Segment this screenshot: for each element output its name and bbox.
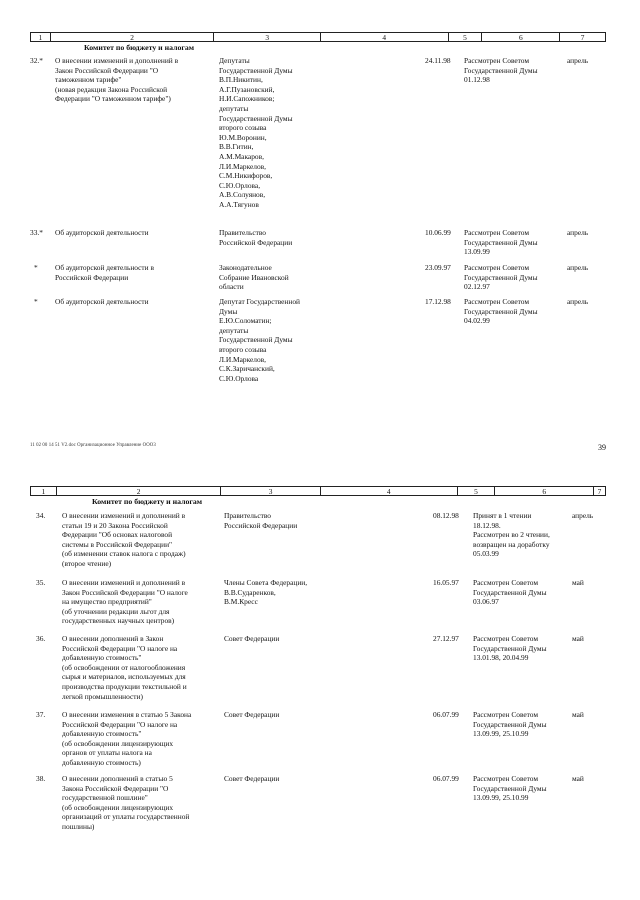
bill-author: Совет Федерации	[224, 634, 280, 643]
col-1-number: 1	[31, 33, 51, 41]
consideration-status: Рассмотрен Советом Государственной Думы 04.02.99	[464, 297, 538, 326]
bill-author: Члены Совета Федерации, В.В.Сударенков, В.М.Кресс	[224, 578, 308, 607]
col-3-number: 3	[214, 33, 321, 41]
row-number: *	[34, 297, 38, 306]
col-5-number: 5	[449, 33, 483, 41]
bill-title: Об аудиторской деятельности	[55, 228, 149, 237]
col-7-number: 7	[580, 33, 585, 42]
committee-heading: Комитет по бюджету и налогам	[92, 497, 203, 506]
consideration-status: Рассмотрен Советом Государственной Думы 03.06.97	[473, 578, 547, 607]
document-footer-note: 11 02 00 14 51 V2.doc Организационное Управление ООО3	[30, 443, 156, 448]
col-3-number: 3	[221, 487, 321, 495]
col-7-number: 7	[597, 487, 602, 496]
submission-date: 24.11.98	[425, 56, 451, 65]
col-6-number: 6	[482, 33, 560, 41]
planned-month: апрель	[572, 511, 594, 520]
planned-month: май	[572, 710, 584, 719]
bill-author: Законодательное Собрание Ивановской области	[219, 263, 289, 292]
planned-month: май	[572, 578, 584, 587]
planned-month: апрель	[567, 297, 589, 306]
submission-date: 16.05.97	[433, 578, 459, 587]
planned-month: апрель	[567, 56, 589, 65]
row-number: 36.	[36, 634, 46, 643]
planned-month: май	[572, 774, 584, 783]
bill-author: Депутат Государственной Думы Е.Ю.Соломатин; депутаты Государственной Думы второго созыва Л.И.Маркелов, С.К.Заричанский, С.Ю.Орлова	[219, 297, 300, 383]
submission-date: 17.12.98	[425, 297, 451, 306]
column-number-header	[30, 486, 606, 496]
row-number: 34.	[36, 511, 46, 520]
bill-title: Об аудиторской деятельности	[55, 297, 149, 306]
bill-author: Правительство Российской Федерации	[219, 228, 293, 247]
bill-title: О внесении изменения в статью 5 Закона Российской Федерации "О налоге на добавленную стоимость" (об освобождении лицензирующих органов от уплаты налога на добавленную стоимость)	[62, 710, 192, 767]
bill-title: Об аудиторской деятельности в Российской Федерации	[55, 263, 154, 282]
planned-month: апрель	[567, 263, 589, 272]
row-number: 37.	[36, 710, 46, 719]
row-number: 35.	[36, 578, 46, 587]
submission-date: 06.07.99	[433, 774, 459, 783]
row-number: 32.*	[30, 56, 43, 65]
consideration-status: Рассмотрен Советом Государственной Думы 13.09.99	[464, 228, 538, 257]
col-2-number: 2	[51, 33, 214, 41]
row-number: *	[34, 263, 38, 272]
bill-title: О внесении изменений и дополнений в Закон Российской Федерации "О таможенном тарифе" (новая редакция Закона Российской Федерации "О таможенном тарифе")	[55, 56, 179, 104]
planned-month: апрель	[567, 228, 589, 237]
submission-date: 27.12.97	[433, 634, 459, 643]
committee-heading: Комитет по бюджету и налогам	[84, 43, 195, 52]
bill-title: О внесении изменений и дополнений в статьи 19 и 20 Закона Российской Федерации "Об основах налоговой системы в Российской Федерации" (об изменении ставок налога с продаж) (второе чтение)	[62, 511, 186, 568]
col-1-number: 1	[31, 487, 57, 495]
col-4-number: 4	[321, 33, 449, 41]
consideration-status: Рассмотрен Советом Государственной Думы 01.12.98	[464, 56, 538, 85]
bill-author: Совет Федерации	[224, 774, 280, 783]
bill-author: Депутаты Государственной Думы В.П.Никитин, А.Г.Пузановский, Н.И.Сапожников; депутаты Государственной Думы второго созыва Ю.М.Воронин, В.В.Гитин, А.М.Макаров, Л.И.Маркелов, С.М.Никифоров, С.Ю.Орлова, А.В.Солуянов, А.А.Тягунов	[219, 56, 293, 209]
col-4-number: 4	[321, 487, 458, 495]
row-number: 33.*	[30, 228, 43, 237]
submission-date: 06.07.99	[433, 710, 459, 719]
consideration-status: Рассмотрен Советом Государственной Думы 13.01.98, 20.04.99	[473, 634, 547, 663]
bill-author: Совет Федерации	[224, 710, 280, 719]
planned-month: май	[572, 634, 584, 643]
consideration-status: Рассмотрен Советом Государственной Думы 13.09.99, 25.10.99	[473, 774, 547, 803]
bill-title: О внесении дополнений в статью 5 Закона Российской Федерации "О государственной пошлине" (об освобождении лицензирующих организаций от уплаты государственной пошлины)	[62, 774, 190, 831]
col-6-number: 6	[495, 487, 594, 495]
col-2-number: 2	[57, 487, 221, 495]
submission-date: 08.12.98	[433, 511, 459, 520]
bill-title: О внесении изменений и дополнений в Закон Российской Федерации "О налоге на имущество предприятий" (об уточнении редакции льгот для государственных научных центров)	[62, 578, 188, 626]
submission-date: 10.06.99	[425, 228, 451, 237]
submission-date: 23.09.97	[425, 263, 451, 272]
column-number-header	[30, 32, 606, 42]
consideration-status: Рассмотрен Советом Государственной Думы 02.12.97	[464, 263, 538, 292]
consideration-status: Принят в 1 чтении 18.12.98. Рассмотрен во 2 чтении, возвращен на доработку 05.03.99	[473, 511, 550, 559]
row-number: 38.	[36, 774, 46, 783]
bill-author: Правительство Российской Федерации	[224, 511, 298, 530]
col-5-number: 5	[458, 487, 496, 495]
bill-title: О внесении дополнений в Закон Российской Федерации "О налоге на добавленную стоимость" (об освобождении от налогообложения сырья и материалов, используемых для производства продукции текстильной и легкой промышленности)	[62, 634, 187, 701]
consideration-status: Рассмотрен Советом Государственной Думы 13.09.99, 25.10.99	[473, 710, 547, 739]
page-number: 39	[598, 443, 606, 452]
